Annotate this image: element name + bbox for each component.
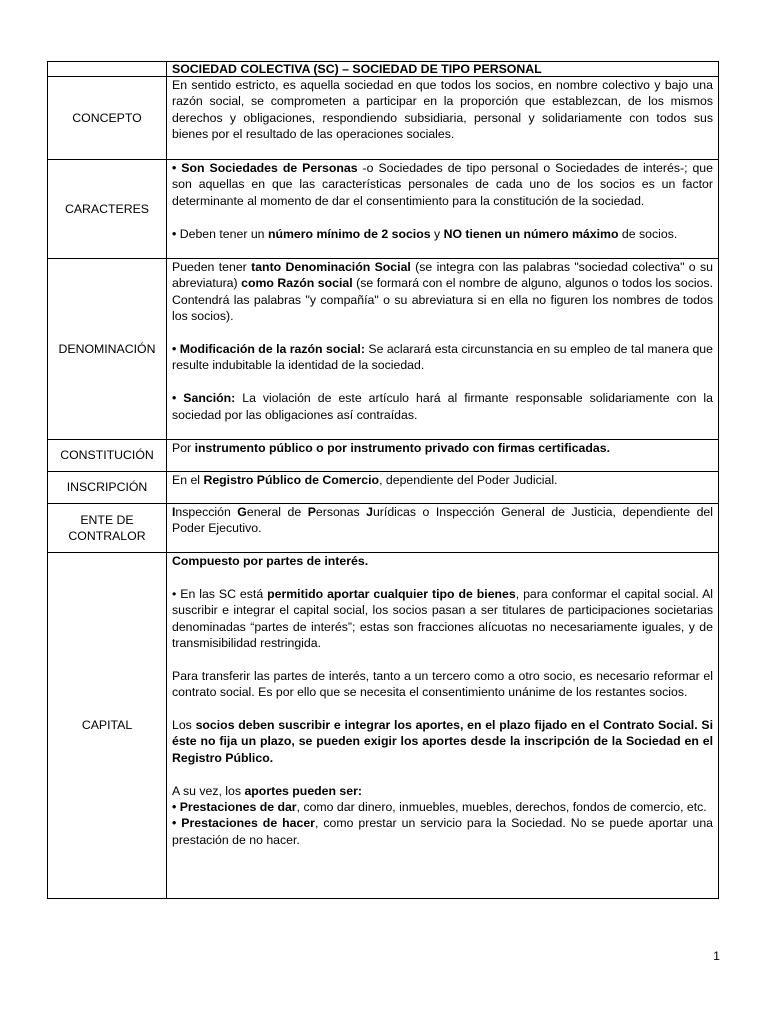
bold-phrase: • Prestaciones de hacer	[172, 816, 315, 831]
bullet: •	[172, 226, 180, 241]
row-content-inscripcion	[167, 472, 719, 504]
bold-phrase: instrumento público o por instrumento privado con firmas certificadas.	[194, 441, 610, 455]
constitucion-text	[172, 440, 713, 456]
text-run: , como prestar un servicio para la Sociedad. No se puede aportar una prestación de no hacer.	[172, 816, 714, 847]
text-run: Se aclarará esta circunstancia en su empleo de tal manera que resulte indubitable la identidad de la sociedad.	[172, 342, 713, 373]
text-run: La violación de este artículo hará al firmante responsable solidariamente con la sociedad por las obligaciones así contraídas.	[172, 391, 713, 422]
row-content-capital	[167, 553, 719, 899]
text-run: urídicas o Inspección General de Justicia, dependiente del Poder Ejecutivo.	[172, 505, 713, 536]
row-label-inscripcion: INSCRIPCIÓN	[48, 472, 167, 504]
text-run: A su vez, los	[172, 783, 245, 798]
initial-letter: P	[307, 505, 316, 519]
text-run: Pueden tener	[172, 260, 252, 274]
capital-paragraph-3	[172, 717, 713, 766]
text-run: Deben tener un	[179, 226, 268, 241]
ente-text	[172, 504, 713, 537]
text-run: Los	[172, 718, 196, 733]
bold-phrase: Registro Público de Comercio	[203, 473, 380, 487]
capital-paragraph-5	[172, 799, 713, 815]
bold-phrase: NO tienen un número máximo	[443, 226, 619, 241]
table-row	[48, 77, 719, 160]
bold-phrase: Son Sociedades de Personas	[181, 161, 358, 175]
text-run: (se integra con las palabras "sociedad colectiva" o su abreviatura)	[172, 260, 713, 291]
text-run: En el	[172, 473, 204, 487]
text-run: , como dar dinero, inmuebles, muebles, derechos, fondos de comercio, etc.	[296, 800, 707, 815]
bold-phrase: • Modificación de la razón social:	[172, 342, 365, 357]
table-row	[48, 504, 719, 553]
text-run: Por	[172, 441, 195, 455]
header-empty-cell	[48, 62, 167, 77]
denominacion-paragraph-3	[172, 390, 713, 423]
bold-phrase: • Sanción:	[172, 391, 236, 406]
row-content-ente-de-contralor	[167, 504, 719, 553]
summary-table	[47, 61, 719, 899]
row-content-caracteres	[167, 160, 719, 259]
table-row	[48, 259, 719, 440]
page-number: 1	[713, 949, 720, 963]
capital-paragraph-2: Para transferir las partes de interés, tanto a un tercero como a otro socio, es necesario reformar el contrato social. Es por ello que se necesita el consentimiento unánime de los restantes socios.	[172, 668, 713, 700]
text-run: eneral de	[246, 505, 308, 519]
text-run: (se formará con el nombre de alguno, algunos o todos los socios. Contendrá las palabras "y compañía" o su abreviatura si en ella no figuren los nombres de todos los socios).	[172, 276, 713, 324]
bullet: •	[172, 161, 182, 175]
text-run: ersonas	[315, 505, 367, 519]
capital-paragraph-4	[172, 783, 713, 799]
row-content-denominacion	[167, 259, 719, 440]
initial-letter: I	[172, 505, 176, 519]
text-run: nspección	[175, 505, 238, 519]
capital-paragraph-6	[172, 815, 713, 848]
table-header-row	[48, 62, 719, 77]
initial-letter: G	[237, 505, 247, 519]
row-content-concepto	[167, 77, 719, 160]
concepto-text: En sentido estricto, es aquella sociedad en que todos los socios, en nombre colectivo y bajo una razón social, se comprometen a participar en la proporción que establezcan, de los mismos derechos y obligaciones, respondiendo subsidiaria, personal y solidariamente con todos sus bienes por el resultado de las operaciones sociales.	[172, 78, 713, 142]
initial-letter: J	[366, 505, 373, 519]
row-label-concepto: CONCEPTO	[48, 77, 167, 160]
bold-phrase: tanto Denominación Social	[251, 260, 411, 274]
table-row	[48, 160, 719, 259]
denominacion-paragraph-1	[172, 259, 713, 325]
table-title: SOCIEDAD COLECTIVA (SC) – SOCIEDAD DE TIPO PERSONAL	[167, 62, 719, 77]
text-run: , para conformar el capital social. Al suscribir e integrar el capital social, los socios pasan a ser titulares de participaciones societarias denominadas “partes de interés”; estas son fracciones alícuotas no necesariamente iguales, y de transmisibilidad restringida.	[172, 586, 714, 651]
bold-phrase: socios deben suscribir e integrar los aportes, en el plazo fijado en el Contrato Social. Si éste no fija un plazo, se pueden exigir los aportes desde la inscripción de la Sociedad en el Registro Público.	[172, 718, 713, 765]
text-run: • En las SC está	[172, 586, 268, 601]
caracteres-paragraph-1	[172, 160, 713, 209]
text-run: y	[430, 226, 444, 241]
row-label-caracteres: CARACTERES	[48, 160, 167, 259]
bold-phrase: aportes pueden ser:	[244, 783, 362, 798]
capital-paragraph-1	[172, 586, 713, 652]
table-row	[48, 472, 719, 504]
text-run: de socios.	[618, 226, 678, 241]
table-row	[48, 440, 719, 472]
table-row	[48, 553, 719, 899]
row-label-capital: CAPITAL	[48, 553, 167, 899]
bold-phrase: • Prestaciones de dar	[172, 800, 297, 815]
row-label-constitucion: CONSTITUCIÓN	[48, 440, 167, 472]
bold-phrase: número mínimo de 2 socios	[267, 226, 431, 241]
bold-phrase: como Razón social	[241, 276, 353, 291]
text-run: -o Sociedades de tipo personal o Sociedades de interés-; que son aquellas en que las características personales de cada uno de los socios es un factor determinante al momento de dar el consentimiento para la constitución de la sociedad.	[172, 161, 713, 208]
caracteres-paragraph-2	[172, 226, 713, 242]
row-label-ente-de-contralor: ENTE DE CONTRALOR	[48, 504, 167, 553]
inscripcion-text	[172, 472, 713, 488]
row-label-denominacion: DENOMINACIÓN	[48, 259, 167, 440]
capital-heading: Compuesto por partes de interés.	[172, 554, 369, 568]
denominacion-paragraph-2	[172, 341, 713, 374]
bold-phrase: permitido aportar cualquier tipo de bienes	[267, 586, 516, 601]
row-content-constitucion	[167, 440, 719, 472]
text-run: , dependiente del Poder Judicial.	[379, 473, 558, 487]
